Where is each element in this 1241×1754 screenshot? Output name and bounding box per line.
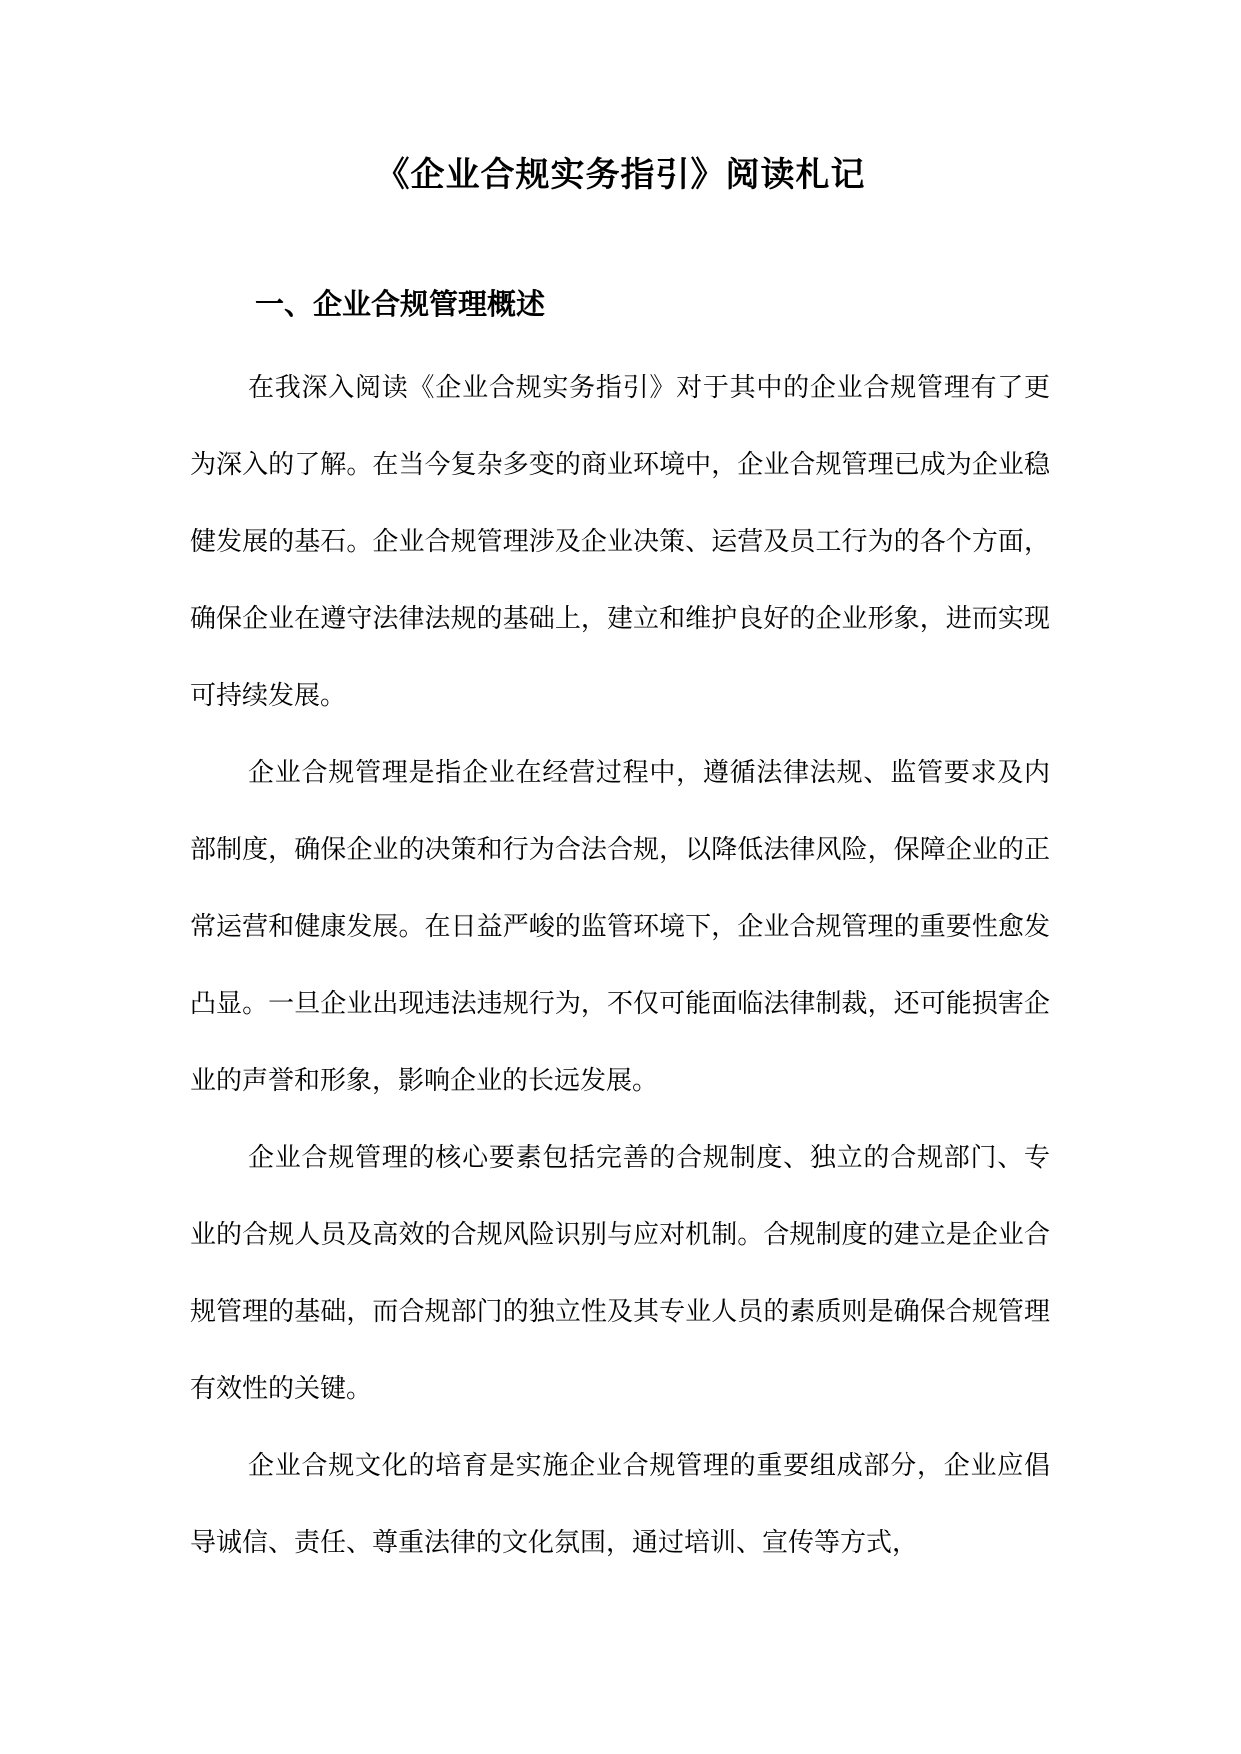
paragraph-3: 企业合规管理的核心要素包括完善的合规制度、独立的合规部门、专业的合规人员及高效的合规风险识别与应对机制。合规制度的建立是企业合规管理的基础，而合规部门的独立性及其专业人员的素质则是确保合规管理有效性的关键。	[190, 1143, 1050, 1404]
paragraph-4: 企业合规文化的培育是实施企业合规管理的重要组成部分，企业应倡导诚信、责任、尊重法律的文化氛围，通过培训、宣传等方式，	[190, 1451, 1050, 1558]
paragraph-1: 在我深入阅读《企业合规实务指引》对于其中的企业合规管理有了更为深入的了解。在当今复杂多变的商业环境中，企业合规管理已成为企业稳健发展的基石。企业合规管理涉及企业决策、运营及员工行为的各个方面，确保企业在遵守法律法规的基础上，建立和维护良好的企业形象，进而实现可持续发展。	[190, 373, 1050, 711]
section-heading: 一、企业合规管理概述	[255, 287, 546, 321]
document-title: 《企业合规实务指引》阅读札记	[375, 155, 866, 195]
paragraph-2: 企业合规管理是指企业在经营过程中，遵循法律法规、监管要求及内部制度，确保企业的决策和行为合法合规，以降低法律风险，保障企业的正常运营和健康发展。在日益严峻的监管环境下，企业合规管理的重要性愈发凸显。一旦企业出现违法违规行为，不仅可能面临法律制裁，还可能损害企业的声誉和形象，影响企业的长远发展。	[190, 758, 1050, 1096]
